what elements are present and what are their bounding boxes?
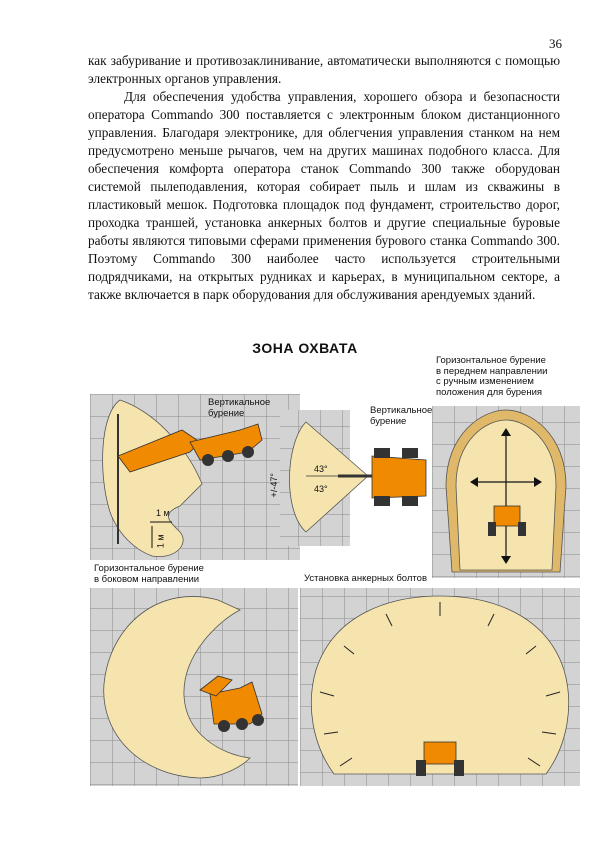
panel-anchor-bolts (300, 574, 580, 786)
paragraph: Для обеспечения удобства управления, хорошего обзора и безопасности оператора Commando 300 поставляется с электронным блоком дистанционного управления. Благодаря электронике, для облегчения управления станком на нем предусмотрено меньше рычагов, чем на других машинах подобного класса. Для обеспечения комфорта оператора станок Commando 300 также оборудован системой пылеподавления, которая собирает пыль и шлам из скважины в пластиковый мешок. Подготовка площадок под фундамент, строительство дорог, проходка траншей, установка анкерных болтов и другие специальные буровые работы являются типовыми сферами применения бурового станка Commando 300. Поэтому Commando 300 наиболее часто используется строительными подрядчиками, на открытых рудниках и карьерах, в муниципальном секторе, а также включается в парк оборудования для обслуживания арендуемых зданий. (88, 89, 560, 302)
label-vertical-drilling: Вертикальное бурение (208, 397, 271, 419)
panel-horizontal-side (90, 564, 298, 786)
label-anchor-bolts: Установка анкерных болтов (304, 573, 427, 584)
anchor-bolts-diagram (300, 574, 580, 786)
machine-body (494, 506, 520, 526)
dimension-horizontal: 1 м (156, 508, 170, 518)
body-text (88, 52, 560, 304)
label-vertical-drilling: Вертикальное бурение (370, 405, 433, 427)
machine-body (424, 742, 456, 764)
horizontal-side-diagram (90, 564, 298, 786)
paragraph: как забуривание и противозаклинивание, автоматически выполняются с помощью электронных органов управления. (88, 53, 560, 86)
panel-vertical-drilling-top (268, 404, 434, 552)
angle-range-label: +/-47° (268, 473, 279, 498)
label-horizontal-forward: Горизонтальное бурение в переднем направлении с ручным изменением положения для бурения (436, 355, 548, 398)
page-number: 36 (549, 36, 562, 51)
angle-bottom-label: 43° (314, 484, 328, 494)
figure-title: ЗОНА ОХВАТА (252, 340, 358, 356)
panel-horizontal-front (432, 356, 580, 578)
label-horizontal-side: Горизонтальное бурение в боковом направлении (94, 563, 204, 585)
machine-body (372, 456, 426, 498)
dimension-vertical: 1 м (155, 534, 166, 549)
angle-top-label: 43° (314, 464, 328, 474)
